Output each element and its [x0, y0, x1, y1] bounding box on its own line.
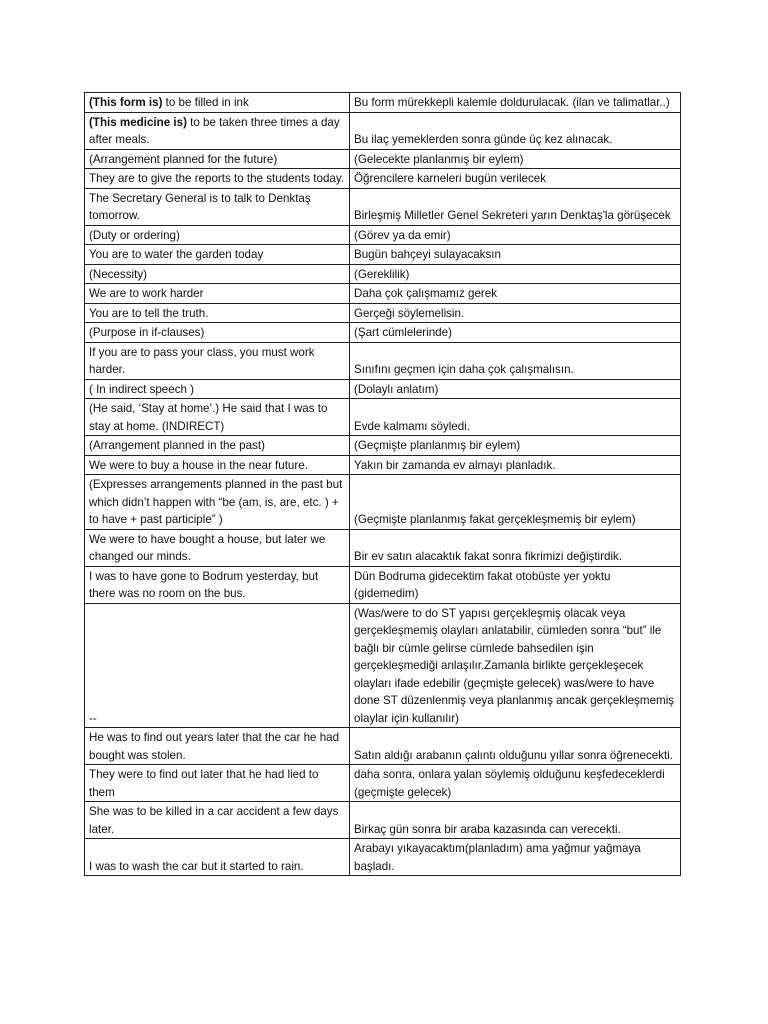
english-text: You are to tell the truth.: [89, 306, 209, 320]
turkish-text: Gerçeği söylemelisin.: [354, 306, 465, 320]
turkish-text: (Gereklilik): [354, 267, 410, 281]
english-text: (Expresses arrangements planned in the past but which didn’t happen with “be (am, is, are, etc. ) + to have + past participle” ): [89, 478, 343, 526]
turkish-cell: [350, 112, 681, 149]
turkish-text: Bugün bahçeyi sulayacaksın: [354, 248, 501, 261]
turkish-text: (Şart cümlelerinde): [354, 326, 452, 339]
english-text: --: [89, 711, 97, 725]
turkish-cell: [350, 765, 681, 802]
turkish-text: (Dolaylı anlatım): [354, 382, 439, 396]
turkish-cell: [350, 225, 681, 245]
table-row: [85, 323, 681, 343]
english-cell: [85, 169, 350, 189]
turkish-text: Öğrencilere karneleri bugün verilecek: [354, 172, 547, 185]
english-bold-phrase: (This medicine is): [89, 115, 187, 129]
english-cell: [85, 284, 350, 304]
turkish-text: Sınıfını geçmen için daha çok çalışmalısın.: [354, 363, 574, 376]
turkish-cell: [350, 728, 681, 765]
turkish-cell: [350, 169, 681, 189]
english-cell: [85, 603, 350, 728]
turkish-text: Evde kalmamı söyledi.: [354, 419, 470, 433]
english-text: (Purpose in if-clauses): [89, 326, 205, 339]
english-cell: [85, 93, 350, 113]
english-text: ( In indirect speech ): [89, 382, 195, 396]
table-row: [85, 475, 681, 530]
english-text: to be taken three times a day after meals.: [89, 115, 340, 146]
english-text: We were to have bought a house, but later we changed our minds.: [89, 532, 326, 563]
table-row: [85, 188, 681, 225]
english-cell: [85, 112, 350, 149]
english-cell: [85, 225, 350, 245]
turkish-cell: [350, 475, 681, 530]
table-row: [85, 529, 681, 566]
turkish-text: Birkaç gün sonra bir araba kazasında can verecekti.: [354, 822, 621, 836]
turkish-cell: [350, 284, 681, 304]
english-text: (Duty or ordering): [89, 228, 180, 242]
turkish-text: Bu ilaç yemeklerden sonra günde üç kez alınacak.: [354, 133, 613, 146]
english-cell: [85, 475, 350, 530]
english-text: I was to have gone to Bodrum yesterday, but there was no room on the bus.: [89, 569, 319, 600]
english-text: (Arrangement planned in the past): [89, 439, 265, 452]
english-cell: [85, 728, 350, 765]
turkish-cell: [350, 323, 681, 343]
turkish-cell: [350, 455, 681, 475]
turkish-cell: [350, 529, 681, 566]
turkish-text: Birleşmiş Milletler Genel Sekreteri yarın Denktaş'la görüşecek: [354, 209, 671, 222]
english-cell: [85, 323, 350, 343]
table-row: [85, 284, 681, 304]
table-row: [85, 342, 681, 379]
turkish-cell: [350, 436, 681, 456]
english-text: They were to find out later that he had lied to them: [89, 768, 319, 799]
turkish-text: Bu form mürekkepli kalemle doldurulacak. (ilan ve talimatlar..): [354, 96, 670, 109]
english-text: You are to water the garden today: [89, 248, 264, 261]
turkish-cell: [350, 188, 681, 225]
english-cell: [85, 188, 350, 225]
table-body: [85, 93, 681, 876]
turkish-text: daha sonra, onlara yalan söylemiş olduğunu keşfedeceklerdi (geçmişte gelecek): [354, 768, 665, 799]
table-row: [85, 112, 681, 149]
table-row: [85, 399, 681, 436]
turkish-cell: [350, 245, 681, 265]
table-row: [85, 149, 681, 169]
english-cell: [85, 245, 350, 265]
english-cell: [85, 566, 350, 603]
english-cell: [85, 455, 350, 475]
turkish-cell: [350, 839, 681, 876]
turkish-text: Bir ev satın alacaktık fakat sonra fikrimizi değiştirdik.: [354, 550, 623, 563]
turkish-text: Arabayı yıkayacaktım(planladım) ama yağmur yağmaya başladı.: [354, 842, 641, 873]
turkish-cell: [350, 93, 681, 113]
english-cell: [85, 303, 350, 323]
english-text: I was to wash the car but it started to rain.: [89, 859, 304, 873]
table-row: [85, 728, 681, 765]
english-cell: [85, 342, 350, 379]
turkish-cell: [350, 342, 681, 379]
turkish-text: Daha çok çalışmamız gerek: [354, 287, 498, 300]
english-cell: [85, 379, 350, 399]
english-text: (Necessity): [89, 267, 147, 281]
table-row: [85, 765, 681, 802]
table-row: [85, 379, 681, 399]
turkish-cell: [350, 303, 681, 323]
english-cell: [85, 529, 350, 566]
turkish-text: (Görev ya da emir): [354, 228, 451, 242]
english-cell: [85, 839, 350, 876]
table-row: [85, 436, 681, 456]
english-text: (Arrangement planned for the future): [89, 152, 278, 166]
turkish-text: Satın aldığı arabanın çalıntı olduğunu yıllar sonra öğrenecekti.: [354, 748, 674, 762]
english-cell: [85, 399, 350, 436]
turkish-cell: [350, 379, 681, 399]
table-row: [85, 169, 681, 189]
english-text: (He said, ‘Stay at home’.) He said that I was to stay at home. (INDIRECT): [89, 402, 328, 433]
english-cell: [85, 765, 350, 802]
table-row: [85, 245, 681, 265]
english-cell: [85, 436, 350, 456]
table-row: [85, 303, 681, 323]
english-text: He was to find out years later that the car he had bought was stolen.: [89, 731, 340, 762]
english-cell: [85, 149, 350, 169]
english-text: We are to work harder: [89, 287, 204, 300]
turkish-text: (Geçmişte planlanmış fakat gerçekleşmemiş bir eylem): [354, 513, 636, 526]
turkish-text: (Was/were to do ST yapısı gerçekleşmiş olacak veya gerçekleşmemiş olayları anlatabilir, cümleden sonra “but” ile bağlı bir cümle gelirse cümlede bahsedilen işin gerçekleşmediği anlaşılır.Zamanla birlikte gerçekleşecek olayları ifade edebilir (geçmişte gelecek) was/were to have done ST düzenlenmiş veya planlanmış ancak gerçekleşmemiş olaylar için kullanılır): [354, 606, 675, 725]
english-text: The Secretary General is to talk to Denktaş tomorrow.: [89, 191, 311, 222]
english-text: If you are to pass your class, you must work harder.: [89, 345, 315, 376]
turkish-cell: [350, 603, 681, 728]
english-text: She was to be killed in a car accident a few days later.: [89, 805, 339, 836]
turkish-cell: [350, 264, 681, 284]
turkish-text: Yakın bir zamanda ev almayı planladık.: [354, 458, 556, 472]
english-text: They are to give the reports to the students today.: [89, 172, 344, 185]
english-text: to be filled in ink: [162, 96, 249, 109]
table-row: [85, 802, 681, 839]
english-cell: [85, 264, 350, 284]
english-text: We were to buy a house in the near future.: [89, 458, 308, 472]
english-bold-phrase: (This form is): [89, 96, 163, 109]
turkish-cell: [350, 149, 681, 169]
table-row: [85, 264, 681, 284]
table-row: [85, 455, 681, 475]
translation-table: [84, 92, 681, 876]
table-row: [85, 603, 681, 728]
turkish-cell: [350, 566, 681, 603]
table-row: [85, 93, 681, 113]
turkish-text: (Geçmişte planlanmış bir eylem): [354, 439, 521, 452]
turkish-cell: [350, 399, 681, 436]
english-cell: [85, 802, 350, 839]
turkish-text: Dün Bodruma gidecektim fakat otobüste yer yoktu (gidemedim): [354, 569, 611, 600]
table-row: [85, 225, 681, 245]
turkish-text: (Gelecekte planlanmış bir eylem): [354, 152, 524, 166]
turkish-cell: [350, 802, 681, 839]
table-row: [85, 566, 681, 603]
table-row: [85, 839, 681, 876]
